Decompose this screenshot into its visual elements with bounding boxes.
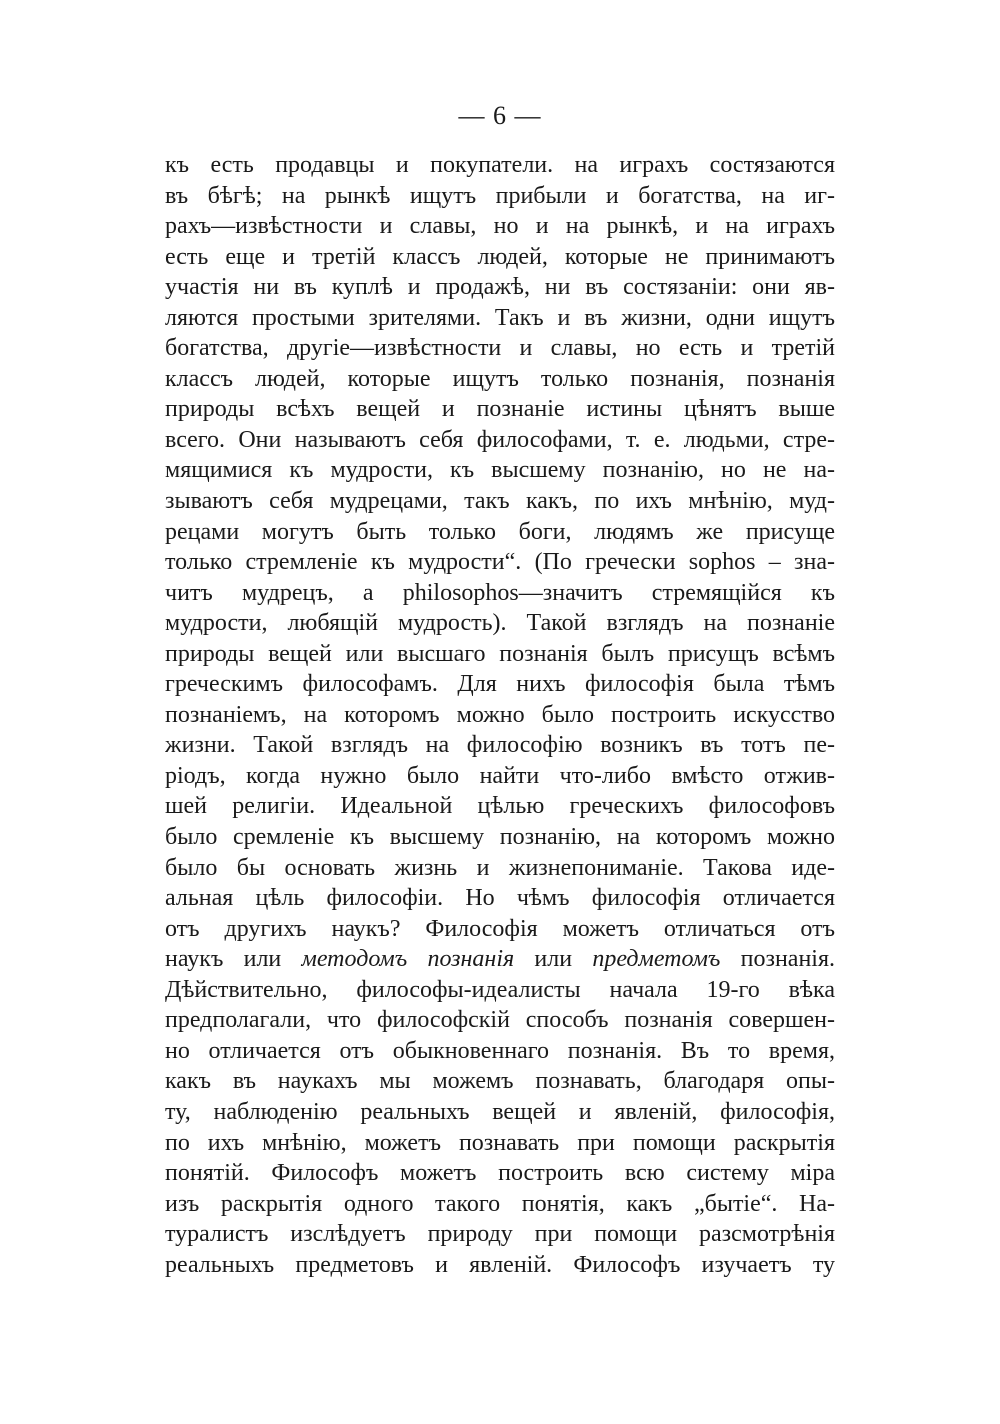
text-line: познаніемъ, на которомъ можно было построить искусство: [165, 701, 835, 728]
text-line: альная цѣль философіи. Но чѣмъ философія отличается: [165, 885, 835, 912]
text-line: природы вещей или высшаго познанія былъ присущъ всѣмъ: [165, 640, 835, 667]
text-line: природы всѣхъ вещей и познаніе истины цѣнятъ выше: [165, 396, 835, 423]
text-segment: или: [514, 946, 593, 973]
text-line: въ бѣгѣ; на рынкѣ ищутъ прибыли и богатства, на иг-: [165, 182, 835, 209]
text-line: но отличается отъ обыкновеннаго познанія. Въ то время,: [165, 1037, 835, 1064]
text-line: греческимъ философамъ. Для нихъ философія была тѣмъ: [165, 671, 835, 698]
body-text: [165, 150, 835, 1280]
text-line: рецами могутъ быть только боги, людямъ же присуще: [165, 518, 835, 545]
text-line: было сремленіе къ высшему познанію, на которомъ можно: [165, 824, 835, 851]
text-line: читъ мудрецъ, а philosophos—значитъ стремящійся къ: [165, 579, 835, 606]
text-line: ту, наблюденію реальныхъ вещей и явленій, философія,: [165, 1098, 835, 1125]
text-line-with-italics: [165, 944, 835, 975]
italic-term-method: методомъ познанія: [301, 946, 515, 973]
text-line: мудрости, любящій мудрость). Такой взглядъ на познаніе: [165, 610, 835, 637]
text-line: классъ людей, которые ищутъ только познанія, познанія: [165, 365, 835, 392]
text-line: отъ другихъ наукъ? Философія можетъ отличаться отъ: [165, 915, 835, 942]
text-line: ляются простыми зрителями. Такъ и въ жизни, одни ищутъ: [165, 304, 835, 331]
text-line: шей религіи. Идеальной цѣлью греческихъ философовъ: [165, 793, 835, 820]
text-line: какъ въ наукахъ мы можемъ познавать, благодаря опы-: [165, 1068, 835, 1095]
text-line: мящимися къ мудрости, къ высшему познанію, но не на-: [165, 457, 835, 484]
text-segment: познанія.: [720, 946, 835, 973]
text-line: было бы основать жизнь и жизнепониманіе. Такова иде-: [165, 854, 835, 881]
text-line: жизни. Такой взглядъ на философію возникъ въ тотъ пе-: [165, 732, 835, 759]
text-line: реальныхъ предметовъ и явленій. Философъ изучаетъ ту: [165, 1251, 835, 1278]
text-line: участія ни въ куплѣ и продажѣ, ни въ состязаніи: они яв-: [165, 274, 835, 301]
text-line: богатства, другіе—извѣстности и славы, но есть и третій: [165, 335, 835, 362]
text-line: по ихъ мнѣнію, можетъ познавать при помощи раскрытія: [165, 1129, 835, 1156]
text-line: предполагали, что философскій способъ познанія совершен-: [165, 1007, 835, 1034]
text-line: изъ раскрытія одного такого понятія, какъ „бытіе“. На-: [165, 1190, 835, 1217]
text-line: Дѣйствительно, философы-идеалисты начала 19-го вѣка: [165, 976, 835, 1003]
italic-term-subject: предметомъ: [592, 946, 721, 973]
text-line: есть еще и третій классъ людей, которые не принимаютъ: [165, 243, 835, 270]
page-number: — 6 —: [458, 101, 542, 130]
text-line: ріодъ, когда нужно было найти что-либо вмѣсто отжив-: [165, 762, 835, 789]
text-line: къ есть продавцы и покупатели. на играхъ состязаются: [165, 152, 835, 178]
text-line: всего. Они называютъ себя философами, т. е. людьми, стре-: [165, 426, 835, 453]
text-line: рахъ—извѣстности и славы, но и на рынкѣ, и на играхъ: [165, 213, 835, 240]
text-line: зываютъ себя мудрецами, такъ какъ, по ихъ мнѣнію, муд-: [165, 488, 835, 515]
text-segment: наукъ или: [165, 946, 302, 973]
text-line: только стремленіе къ мудрости“. (По гречески sophos – зна-: [165, 549, 835, 576]
text-line: понятій. Философъ можетъ построить всю систему міра: [165, 1160, 835, 1187]
text-line: туралистъ изслѣдуетъ природу при помощи разсмотрѣнія: [165, 1221, 835, 1248]
